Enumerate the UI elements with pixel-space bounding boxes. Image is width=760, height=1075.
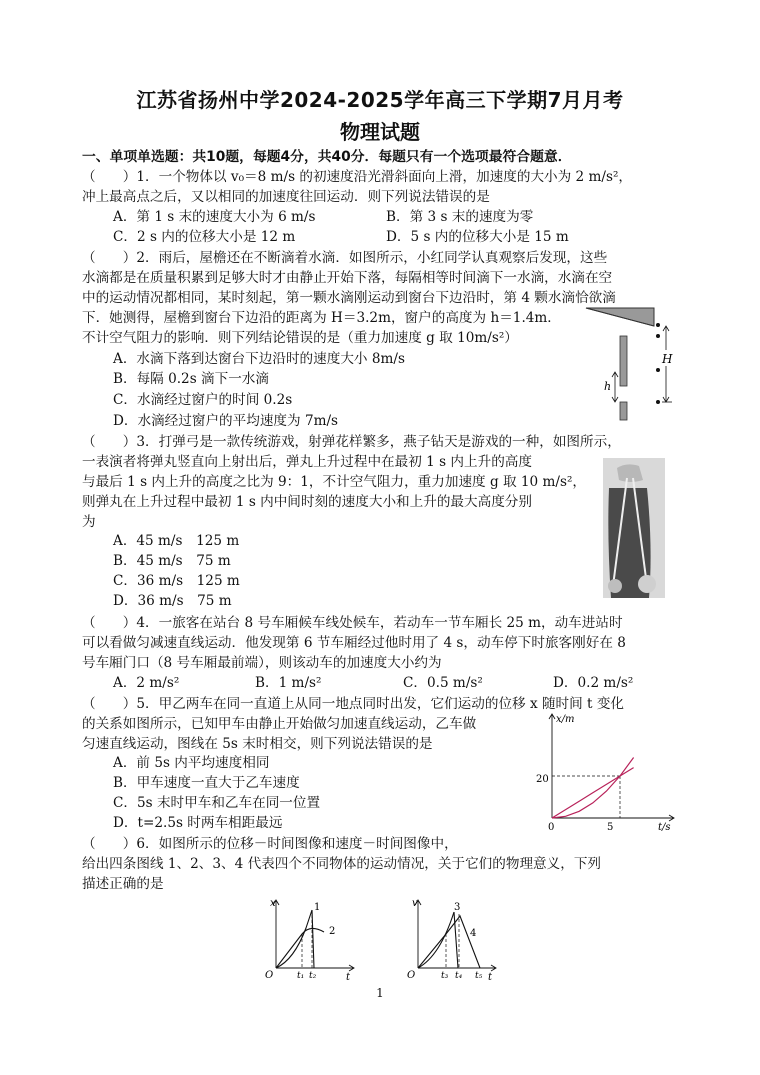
q3-option-c: C．36 m/s 125 m (113, 573, 240, 589)
q3-line-2: 一表演者将弹丸竖直向上射出后，弹丸上升过程中在最初 1 s 内上升的高度 (82, 454, 532, 470)
q3-line-4: 则弹丸在上升过程中最初 1 s 内中间时刻的速度大小和上升的最大高度分别 (82, 494, 532, 510)
q6-fig1-y-label: x (270, 898, 276, 909)
q6-fig1-curve-2: 2 (329, 926, 336, 937)
q3-option-d: D．36 m/s 75 m (113, 593, 232, 609)
q4-option-b: B．1 m/s² (255, 675, 322, 691)
q5-xt-chart (532, 708, 682, 832)
q6-fig2-curve-3: 3 (454, 902, 461, 913)
q2-line-1: （ ）2．雨后，屋檐还在不断滴着水滴．如图所示，小红同学认真观察后发现，这些 (82, 250, 608, 266)
q5-y-label: x/m (556, 714, 575, 725)
q4-option-a: A．2 m/s² (113, 675, 180, 691)
q6-fig2-curve-4: 4 (470, 928, 477, 939)
q6-fig2-t3: t₃ (441, 971, 449, 980)
q2-line-3: 中的运动情况都相同，某时刻起，第一颗水滴刚运动到窗台下边沿时，第 4 颗水滴恰欲滴 (82, 290, 616, 306)
q6-fig1-curve-1: 1 (314, 902, 321, 913)
q2-fig-label-H: H (662, 352, 673, 366)
q4-option-d: D．0.2 m/s² (553, 675, 634, 691)
q5-option-a: A．前 5s 内平均速度相同 (113, 755, 270, 771)
q5-series-line-1 (552, 758, 634, 819)
q6-fig2-x-label: t (488, 972, 493, 980)
q5-line-3: 匀速直线运动，图线在 5s 末时相交，则下列说法错误的是 (82, 736, 433, 752)
q6-fig2-t4: t₄ (455, 971, 463, 980)
q1-line-2: 冲上最高点之后，又以相同的加速度往回运动．则下列说法错误的是 (82, 189, 490, 205)
q6-vt-figure (404, 894, 504, 980)
q6-fig1-t1: t₁ (297, 971, 305, 980)
q5-line-1: （ ）5．甲乙两车在同一直道上从同一地点同时出发，它们运动的位移 x 随时间 t 变化 (82, 696, 625, 712)
q2-eaves-figure (582, 306, 694, 426)
q3-option-b: B．45 m/s 75 m (113, 553, 231, 569)
q6-xt-figure (262, 894, 362, 980)
q5-line-2: 的关系如图所示，已知甲车由静止开始做匀加速直线运动，乙车做 (82, 716, 477, 732)
q2-option-b: B．每隔 0.2s 滴下一水滴 (113, 371, 269, 387)
q5-series-line-2 (552, 768, 634, 818)
q1-line-1: （ ）1．一个物体以 v₀＝8 m/s 的初速度沿光滑斜面向上滑，加速度的大小为 2 m/s²， (82, 169, 633, 185)
q2-option-d: D．水滴经过窗户的平均速度为 7m/s (113, 413, 339, 429)
q3-line-5: 为 (82, 514, 96, 530)
q1-option-c: C．2 s 内的位移大小是 12 m (113, 229, 296, 245)
q2-option-a: A．水滴下落到达窗台下边沿时的速度大小 8m/s (113, 351, 405, 367)
q6-fig1-x-label: t (346, 972, 351, 980)
q5-x-label: t/s (658, 822, 671, 832)
q6-fig1-t2: t₂ (309, 971, 317, 980)
q6-line-1: （ ）6．如图所示的位移－时间图像和速度－时间图像中， (82, 836, 458, 852)
q3-line-1: （ ）3．打弹弓是一款传统游戏，射弹花样繁多，燕子钻天是游戏的一种，如图所示， (82, 434, 621, 450)
q1-option-a: A．第 1 s 末的速度大小为 6 m/s (113, 209, 316, 225)
q5-option-c: C．5s 末时甲车和乙车在同一位置 (113, 795, 321, 811)
q6-fig2-origin: O (407, 970, 416, 980)
q5-origin-label: 0 (548, 822, 555, 832)
q1-option-b: B．第 3 s 末的速度为零 (386, 209, 534, 225)
q6-fig1-origin: O (265, 970, 274, 980)
q6-line-3: 描述正确的是 (82, 876, 164, 892)
q6-line-2: 给出四条图线 1、2、3、4 代表四个不同物体的运动情况，关于它们的物理意义，下列 (82, 856, 602, 872)
q2-line-2: 水滴都是在质量积累到足够大时才由静止开始下落，每隔相等时间滴下一水滴，水滴在空 (82, 270, 613, 286)
q5-x-tick-5: 5 (607, 822, 614, 832)
q2-line-5: 不计空气阻力的影响．则下列结论错误的是（重力加速度 g 取 10m/s²） (82, 330, 518, 346)
page-subtitle: 物理试题 (340, 120, 420, 144)
page-title: 江苏省扬州中学2024-2025学年高三下学期7月月考 (136, 88, 624, 112)
section-heading: 一、单项单选题：共10题，每题4分，共40分．每题只有一个选项最符合题意． (82, 149, 572, 165)
q2-line-4: 下．她测得，屋檐到窗台下边沿的距离为 H＝3.2m，窗户的高度为 h＝1.4m． (82, 310, 561, 326)
q4-option-c: C．0.5 m/s² (403, 675, 483, 691)
q4-line-3: 号车厢门口（8 号车厢最前端），则该动车的加速度大小约为 (82, 655, 442, 671)
q5-option-b: B．甲车速度一直大于乙车速度 (113, 775, 300, 791)
q2-option-c: C．水滴经过窗户的时间 0.2s (113, 392, 293, 408)
q5-option-d: D．t=2.5s 时两车相距最远 (113, 815, 283, 831)
q1-option-d: D．5 s 内的位移大小是 15 m (386, 229, 569, 245)
q4-line-2: 可以看做匀减速直线运动．他发现第 6 节车厢经过他时用了 4 s，动车停下时旅客刚好在 8 (82, 635, 626, 651)
q3-option-a: A．45 m/s 125 m (113, 533, 240, 549)
q6-fig2-t5: t₅ (475, 971, 483, 980)
q5-y-tick-20: 20 (536, 774, 549, 785)
q6-fig2-y-label: v (412, 898, 418, 909)
q2-fig-label-h: h (604, 380, 612, 393)
q4-line-1: （ ）4．一旅客在站台 8 号车厢候车线处候车，若动车一节车厢长 25 m，动车进站时 (82, 615, 623, 631)
page-number: 1 (376, 986, 384, 1000)
q3-line-3: 与最后 1 s 内上升的高度之比为 9：1，不计空气阻力，重力加速度 g 取 10 m/s²， (82, 474, 587, 490)
q3-slingshot-photo (603, 458, 665, 598)
